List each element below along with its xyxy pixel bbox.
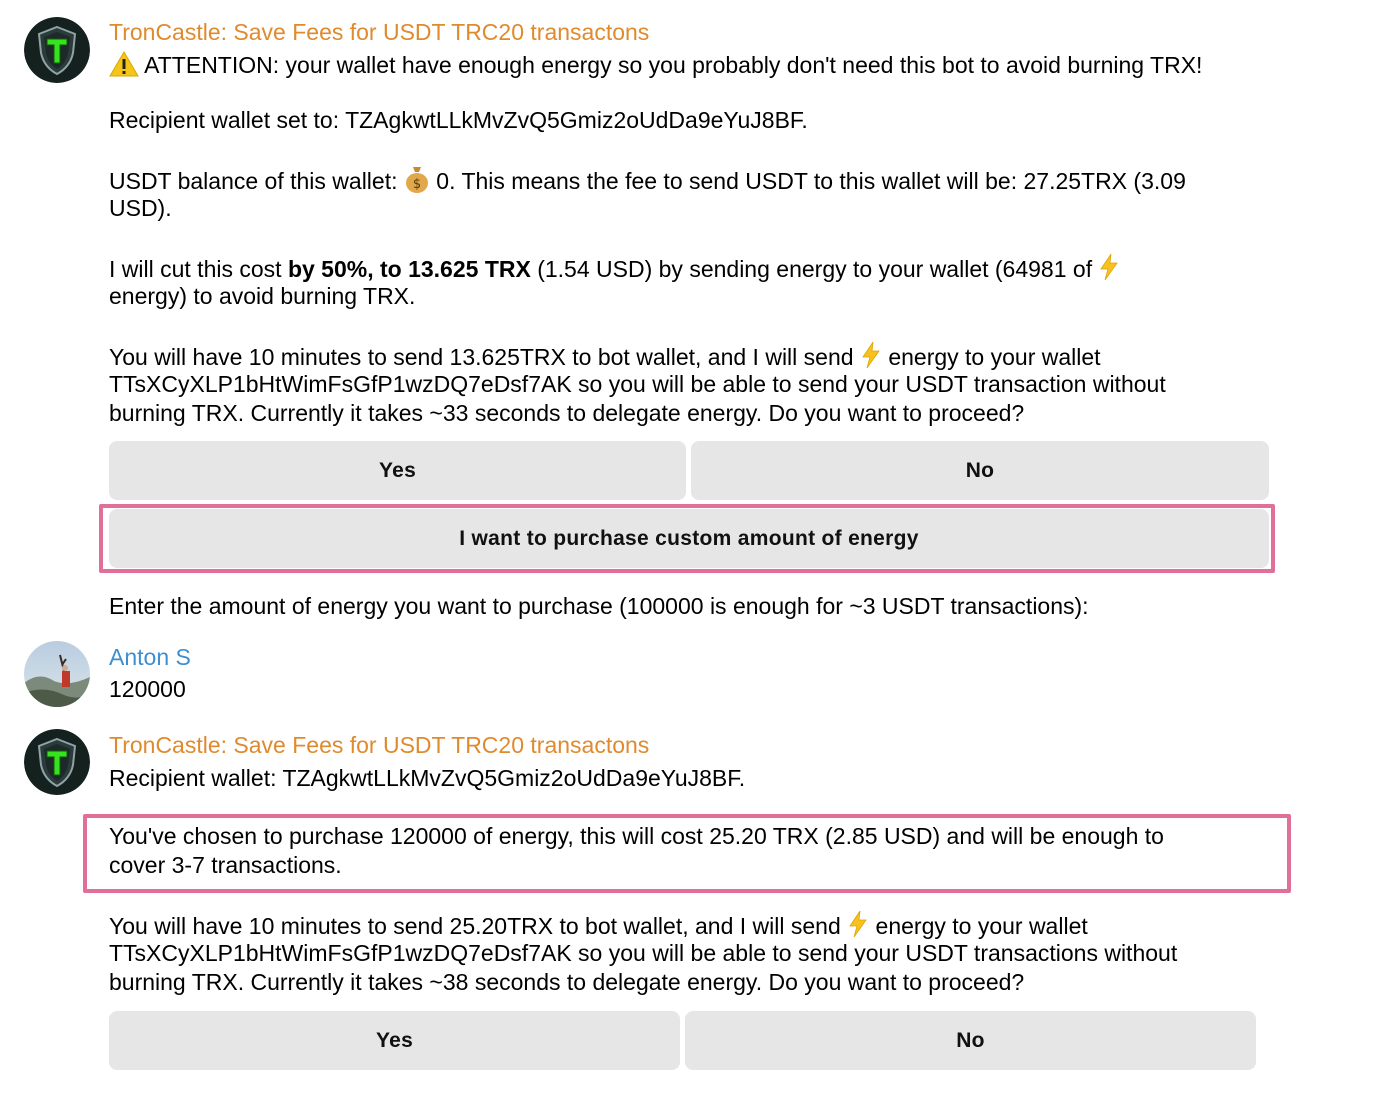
energy-prompt: Enter the amount of energy you want to purchase (100000 is enough for ~3 USDT transactions): [109, 593, 1089, 619]
user-avatar[interactable] [24, 641, 90, 707]
recipient-line: Recipient wallet: TZAgkwtLLkMvZvQ5Gmiz2oUdDa9eYuJ8BF. [109, 765, 746, 791]
balance-line [109, 165, 1186, 201]
balance-line-2: USD). [109, 195, 172, 221]
bot-avatar[interactable] [24, 17, 90, 83]
highlight-box [99, 504, 1275, 573]
warning-icon [109, 51, 139, 85]
attention-text: ATTENTION: your wallet have enough energy so you probably don't need this bot to avoid burning TRX! [144, 52, 1203, 78]
shield-t-icon [24, 729, 90, 795]
send-text-a: You will have 10 minutes to send 25.20TRX to bot wallet, and I will send [109, 913, 841, 939]
cut-text-bold: by 50%, to 13.625 TRX [287, 256, 531, 282]
send-line-3: burning TRX. Currently it takes ~38 seconds to delegate energy. Do you want to proceed? [109, 969, 1025, 995]
attention-line [109, 51, 1202, 85]
yes-button[interactable]: Yes [109, 1011, 680, 1070]
cut-text-a: I will cut this cost [109, 256, 282, 282]
send-line-2: TTsXCyXLP1bHtWimFsGfP1wzDQ7eDsf7AK so you will be able to send your USDT transactions without [109, 940, 1178, 966]
balance-label: USDT balance of this wallet: [109, 168, 398, 194]
shield-t-icon [24, 17, 90, 83]
user-message-text: 120000 [109, 676, 186, 702]
cut-text-b: (1.54 USD) by sending energy to your wallet (64981 of [537, 256, 1093, 282]
no-button[interactable]: No [685, 1011, 1256, 1070]
send-text-a: You will have 10 minutes to send 13.625TRX to bot wallet, and I will send [109, 344, 854, 370]
send-text-b: energy to your wallet [888, 344, 1101, 370]
yes-button[interactable]: Yes [109, 441, 686, 500]
recipient-set-line: Recipient wallet set to: TZAgkwtLLkMvZvQ5Gmiz2oUdDa9eYuJ8BF. [109, 107, 808, 133]
custom-energy-button[interactable]: I want to purchase custom amount of energy [109, 509, 1269, 568]
bot-sender-name[interactable]: TronCastle: Save Fees for USDT TRC20 transactons [109, 732, 650, 758]
bot-sender-name[interactable]: TronCastle: Save Fees for USDT TRC20 transactons [109, 19, 650, 45]
lightning-icon [1098, 253, 1120, 289]
chosen-line-2: cover 3-7 transactions. [109, 852, 342, 878]
svg-text:$: $ [412, 177, 422, 192]
user-photo-avatar [24, 641, 90, 707]
user-sender-name[interactable]: Anton S [109, 644, 191, 670]
balance-fee-text: 0. This means the fee to send USDT to this wallet will be: 27.25TRX (3.09 [436, 168, 1186, 194]
bot-avatar[interactable] [24, 729, 90, 795]
chosen-line-1: You've chosen to purchase 120000 of energy, this will cost 25.20 TRX (2.85 USD) and will be enough to [109, 823, 1164, 849]
send-text-b: energy to your wallet [875, 913, 1088, 939]
send-line-3: burning TRX. Currently it takes ~33 seconds to delegate energy. Do you want to proceed? [109, 400, 1025, 426]
send-line-2: TTsXCyXLP1bHtWimFsGfP1wzDQ7eDsf7AK so you will be able to send your USDT transaction without [109, 371, 1166, 397]
cut-cost-line-2: energy) to avoid burning TRX. [109, 283, 416, 309]
money-bag-icon [404, 165, 430, 201]
no-button[interactable]: No [691, 441, 1269, 500]
